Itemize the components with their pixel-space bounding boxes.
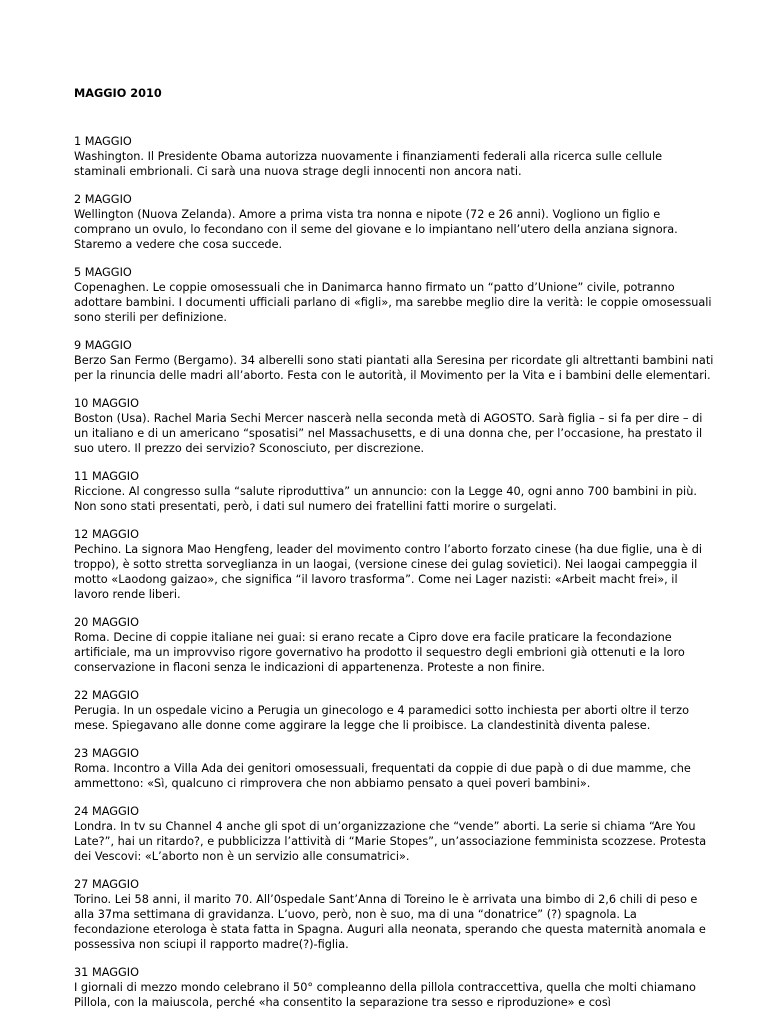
diary-entry [74, 804, 714, 864]
entry-text: Torino. Lei 58 anni, il marito 70. All’0spedale Sant’Anna di Toreino le è arrivata una bimbo di 2,6 chili di peso e alla 37ma settimana di gravidanza. L’uovo, però, non è suo, ma di una “donatrice” (?) spagnola. La fecondazione eterologa è stata fatta in Spagna. Auguri alla neonata, sperando che questa maternità anomala e possessiva non sciupi il rapporto madre(?)-figlia. [74, 893, 706, 951]
entry-text: Roma. Incontro a Villa Ada dei genitori omosessuali, frequentati da coppie di due papà o di due mamme, che ammettono: «Sì, qualcuno ci rimprovera che non abbiamo pensato a quei poveri bambini». [74, 762, 691, 790]
entry-date: 27 MAGGIO [74, 878, 139, 891]
entry-text: Washington. Il Presidente Obama autorizza nuovamente i finanziamenti federali alla ricerca sulle cellule staminali embrionali. Ci sarà una nuova strage degli innocenti non ancora nati. [74, 150, 663, 178]
entry-text: Berzo San Fermo (Bergamo). 34 alberelli sono stati piantati alla Seresina per ricordate gli altrettanti bambini nati per la rinuncia delle madri all’aborto. Festa con le autorità, il Movimento per la Vita e i bambini delle elementari. [74, 354, 714, 382]
entry-date: 11 MAGGIO [74, 470, 139, 483]
entry-date: 2 MAGGIO [74, 193, 132, 206]
entry-date: 20 MAGGIO [74, 616, 139, 629]
diary-entry [74, 527, 714, 602]
diary-entry [74, 469, 714, 514]
entry-text: Boston (Usa). Rachel Maria Sechi Mercer nascerà nella seconda metà di AGOSTO. Sarà figlia – si fa per dire – di un italiano e di un americano “sposatisi” nel Massachusetts, e di una donna che, per l’occasione, ha prestato il suo utero. Il prezzo dei servizio? Sconosciuto, per discrezione. [74, 412, 703, 455]
entry-text: Riccione. Al congresso sulla “salute riproduttiva” un annuncio: con la Legge 40, ogni anno 700 bambini in più. Non sono stati presentati, però, i dati sul numero dei fratellini fatti morire o surgelati. [74, 485, 697, 513]
diary-entry [74, 877, 714, 952]
document-title: MAGGIO 2010 [74, 87, 162, 100]
entry-date: 12 MAGGIO [74, 528, 139, 541]
entry-text: Londra. In tv su Channel 4 anche gli spot di un’organizzazione che “vende” aborti. La serie si chiama “Are You Late?”, hai un ritardo?, e pubblicizza l’attività di “Marie Stopes”, un’associazione femminista scozzese. Protesta dei Vescovi: «L’aborto non è un servizio alle consumatrici». [74, 820, 707, 863]
entry-date: 9 MAGGIO [74, 339, 132, 352]
diary-entry [74, 192, 714, 252]
entry-text: Perugia. In un ospedale vicino a Perugia un ginecologo e 4 paramedici sotto inchiesta per aborti oltre il terzo mese. Spiegavano alle donne come aggirare la legge che li proibisce. La clandestinità diventa palese. [74, 704, 690, 732]
entry-date: 24 MAGGIO [74, 805, 139, 818]
entry-date: 5 MAGGIO [74, 266, 132, 279]
diary-entry [74, 134, 714, 179]
diary-entry [74, 338, 714, 383]
entry-date: 10 MAGGIO [74, 397, 139, 410]
diary-entry [74, 688, 714, 733]
entry-text: Pechino. La signora Mao Hengfeng, leader del movimento contro l’aborto forzato cinese (ha due figlie, una è di troppo), è sotto stretta sorveglianza in un laogai, (versione cinese dei gulag sovietici). Nei laogai campeggia il motto «Laodong gaizao», che significa “il lavoro trasforma”. Come nei Lager nazisti: «Arbeit macht frei», il lavoro rende liberi. [74, 543, 703, 601]
diary-entry [74, 746, 714, 791]
document-page [74, 86, 714, 1023]
entry-text: Wellington (Nuova Zelanda). Amore a prima vista tra nonna e nipote (72 e 26 anni). Vogliono un figlio e comprano un ovulo, lo fecondano con il seme del giovane e lo impiantano nell’utero della anziana signora. Staremo a vedere che cosa succede. [74, 208, 678, 251]
entry-date: 1 MAGGIO [74, 135, 132, 148]
diary-entry [74, 615, 714, 675]
diary-entry [74, 965, 714, 1010]
diary-entry [74, 396, 714, 456]
entry-text: I giornali di mezzo mondo celebrano il 50° compleanno della pillola contraccettiva, quella che molti chiamano Pillola, con la maiuscola, perché «ha consentito la separazione tra sesso e riproduzione» e così [74, 981, 696, 1009]
entry-text: Copenaghen. Le coppie omosessuali che in Danimarca hanno firmato un “patto d’Unione” civile, potranno adottare bambini. I documenti ufficiali parlano di «figli», ma sarebbe meglio dire la verità: le coppie omosessuali sono sterili per definizione. [74, 281, 712, 324]
entry-date: 23 MAGGIO [74, 747, 139, 760]
diary-entry [74, 265, 714, 325]
entry-date: 31 MAGGIO [74, 966, 139, 979]
entry-text: Roma. Decine di coppie italiane nei guai: si erano recate a Cipro dove era facile praticare la fecondazione artificiale, ma un improvviso rigore governativo ha prodotto il sequestro degli embrioni già ottenuti e la loro conservazione in flaconi senza le indicazioni di appartenenza. Proteste a non finire. [74, 631, 685, 674]
entry-date: 22 MAGGIO [74, 689, 139, 702]
